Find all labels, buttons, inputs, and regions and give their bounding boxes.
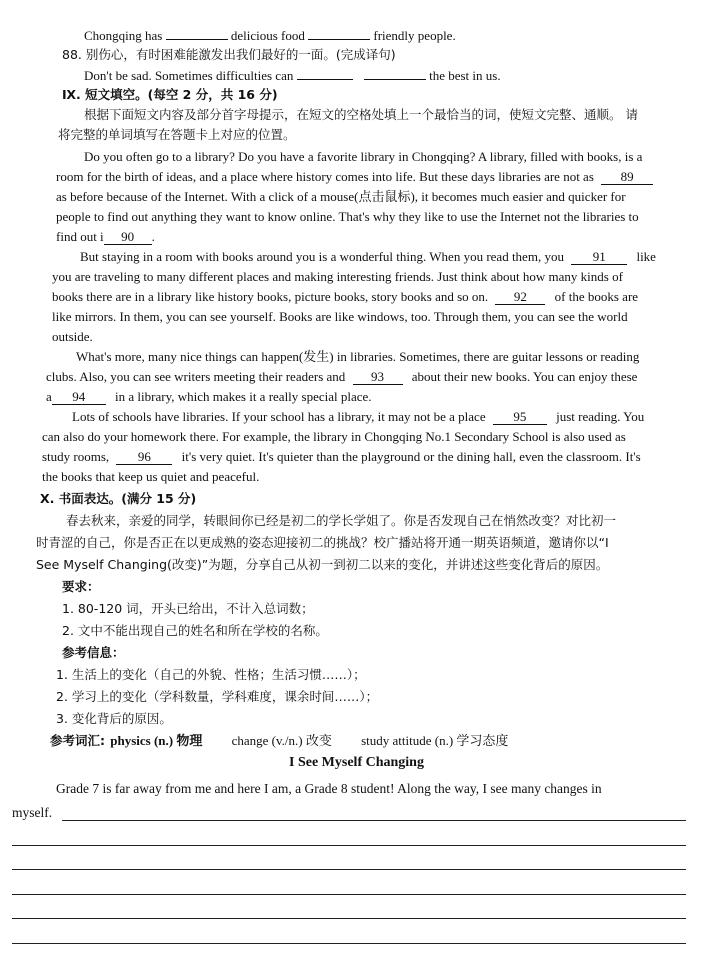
blank-92[interactable]: 92 [495,289,545,305]
passage-p4-line-2: can also do your homework there. For example, the library in Chongqing No.1 Secondary School is also used as [42,429,626,444]
passage-p2-line-2: you are traveling to many different places and making interesting friends. Just think about how many kinds of [52,269,623,284]
passage-p4-line-3: study rooms, 96 it's very quiet. It's quieter than the playground or the dining hall, even the classroom. It's [42,449,641,464]
blank-91[interactable]: 91 [571,249,627,265]
essay-start-line-2: myself. [12,805,53,820]
requirement-2: 2. 文中不能出现自己的姓名和所在学校的名称。 [62,623,328,638]
writing-line-5[interactable] [12,918,686,919]
reference-title: 参考信息： [62,645,125,660]
passage-p1-line-3: as before because of the Internet. With a click of a mouse(点击鼠标), it becomes much easier and quicker for [56,189,626,204]
blank-93[interactable]: 93 [353,369,403,385]
passage-p3-line-1: What's more, many nice things can happen(发生) in libraries. Sometimes, there are guitar lessons or reading [76,349,640,364]
writing-line-3[interactable] [12,869,686,870]
blank-94[interactable]: 94 [52,389,106,405]
writing-line-4[interactable] [12,894,686,895]
passage-p1-line-4: people to find out anything they want to know online. That's why they like to use the Internet not the libraries to [56,209,639,224]
passage-p1-line-1: Do you often go to a library? Do you have a favorite library in Chongqing? A library, filled with books, is a [84,149,643,164]
q87-blank-2[interactable] [308,26,370,40]
passage-p3-line-2: clubs. Also, you can see writers meeting their readers and 93 about their new books. You can enjoy these [46,369,638,384]
essay-title: I See Myself Changing [289,755,424,770]
blank-90[interactable]: 90 [104,229,152,245]
blank-95[interactable]: 95 [493,409,547,425]
section-10-heading: Ⅹ. 书面表达。(满分 15 分) [40,491,197,506]
q87-blank-1[interactable] [166,26,228,40]
vocabulary-line: 参考词汇: physics (n.) 物理 change (v./n.) 改变 study attitude (n.) 学习态度 [50,733,509,748]
writing-line-2[interactable] [12,845,686,846]
section-9-instruction-1: 根据下面短文内容及部分首字母提示，在短文的空格处填上一个最恰当的词，使短文完整、通顺。 请 [84,107,638,122]
requirement-1: 1. 80-120 词，开头已给出，不计入总词数； [62,601,314,616]
reference-1: 1. 生活上的变化（自己的外貌、性格；生活习惯……）； [56,667,366,682]
reference-2: 2. 学习上的变化（学科数量，学科难度，课余时间……）； [56,689,379,704]
q88-chinese: 88. 别伤心，有时困难能激发出我们最好的一面。(完成译句) [62,47,396,62]
writing-line-1[interactable] [62,820,686,821]
passage-p1-line-5: find out i 90 . [56,229,155,244]
writing-intro-1: 春去秋来，亲爱的同学，转眼间你已经是初二的学长学姐了。你是否发现自己在悄然改变？对比初一 [66,513,617,528]
passage-p4-line-4: the books that keep us quiet and peaceful. [42,469,260,484]
writing-intro-2: 时青涩的自己，你是否正在以更成熟的姿态迎接初二的挑战？校广播站将开通一期英语频道，邀请你以“I [36,535,609,550]
blank-89[interactable]: 89 [601,169,653,185]
q87-line: Chongqing has delicious food friendly people. [84,28,456,43]
reference-3: 3. 变化背后的原因。 [56,711,172,726]
writing-intro-3: See Myself Changing(改变)”为题，分享自己从初一到初二以来的变化，并讲述这些变化背后的原因。 [36,557,609,572]
passage-p1-line-2: room for the birth of ideas, and a place where history comes into life. But these days libraries are not as 89 [56,168,653,186]
essay-start-line-1: Grade 7 is far away from me and here I am, a Grade 8 student! Along the way, I see many changes in [56,781,602,796]
q88-blank-1[interactable] [297,66,353,80]
q88-english: Don't be sad. Sometimes difficulties can the best in us. [84,68,501,83]
requirements-title: 要求： [62,579,100,594]
blank-96[interactable]: 96 [116,449,172,465]
section-9-heading: Ⅸ. 短文填空。(每空 2 分，共 16 分) [62,87,278,102]
q88-blank-2[interactable] [364,66,426,80]
section-9-instruction-2: 将完整的单词填写在答题卡上对应的位置。 [58,127,296,142]
passage-p4-line-1: Lots of schools have libraries. If your school has a library, it may not be a place 95 just reading. You [72,409,645,424]
passage-p2-line-5: outside. [52,329,93,344]
passage-p2-line-3: books there are in a library like history books, picture books, story books and so on. 92 of the books are [52,289,639,304]
passage-p3-line-3: a 94 in a library, which makes it a really special place. [46,389,372,404]
passage-p2-line-4: like mirrors. In them, you can see yourself. Books are like windows, too. Through them, you can see the world [52,309,628,324]
writing-line-6[interactable] [12,943,686,944]
passage-p2-line-1: But staying in a room with books around you is a wonderful thing. When you read them, you 91 like [80,249,656,264]
